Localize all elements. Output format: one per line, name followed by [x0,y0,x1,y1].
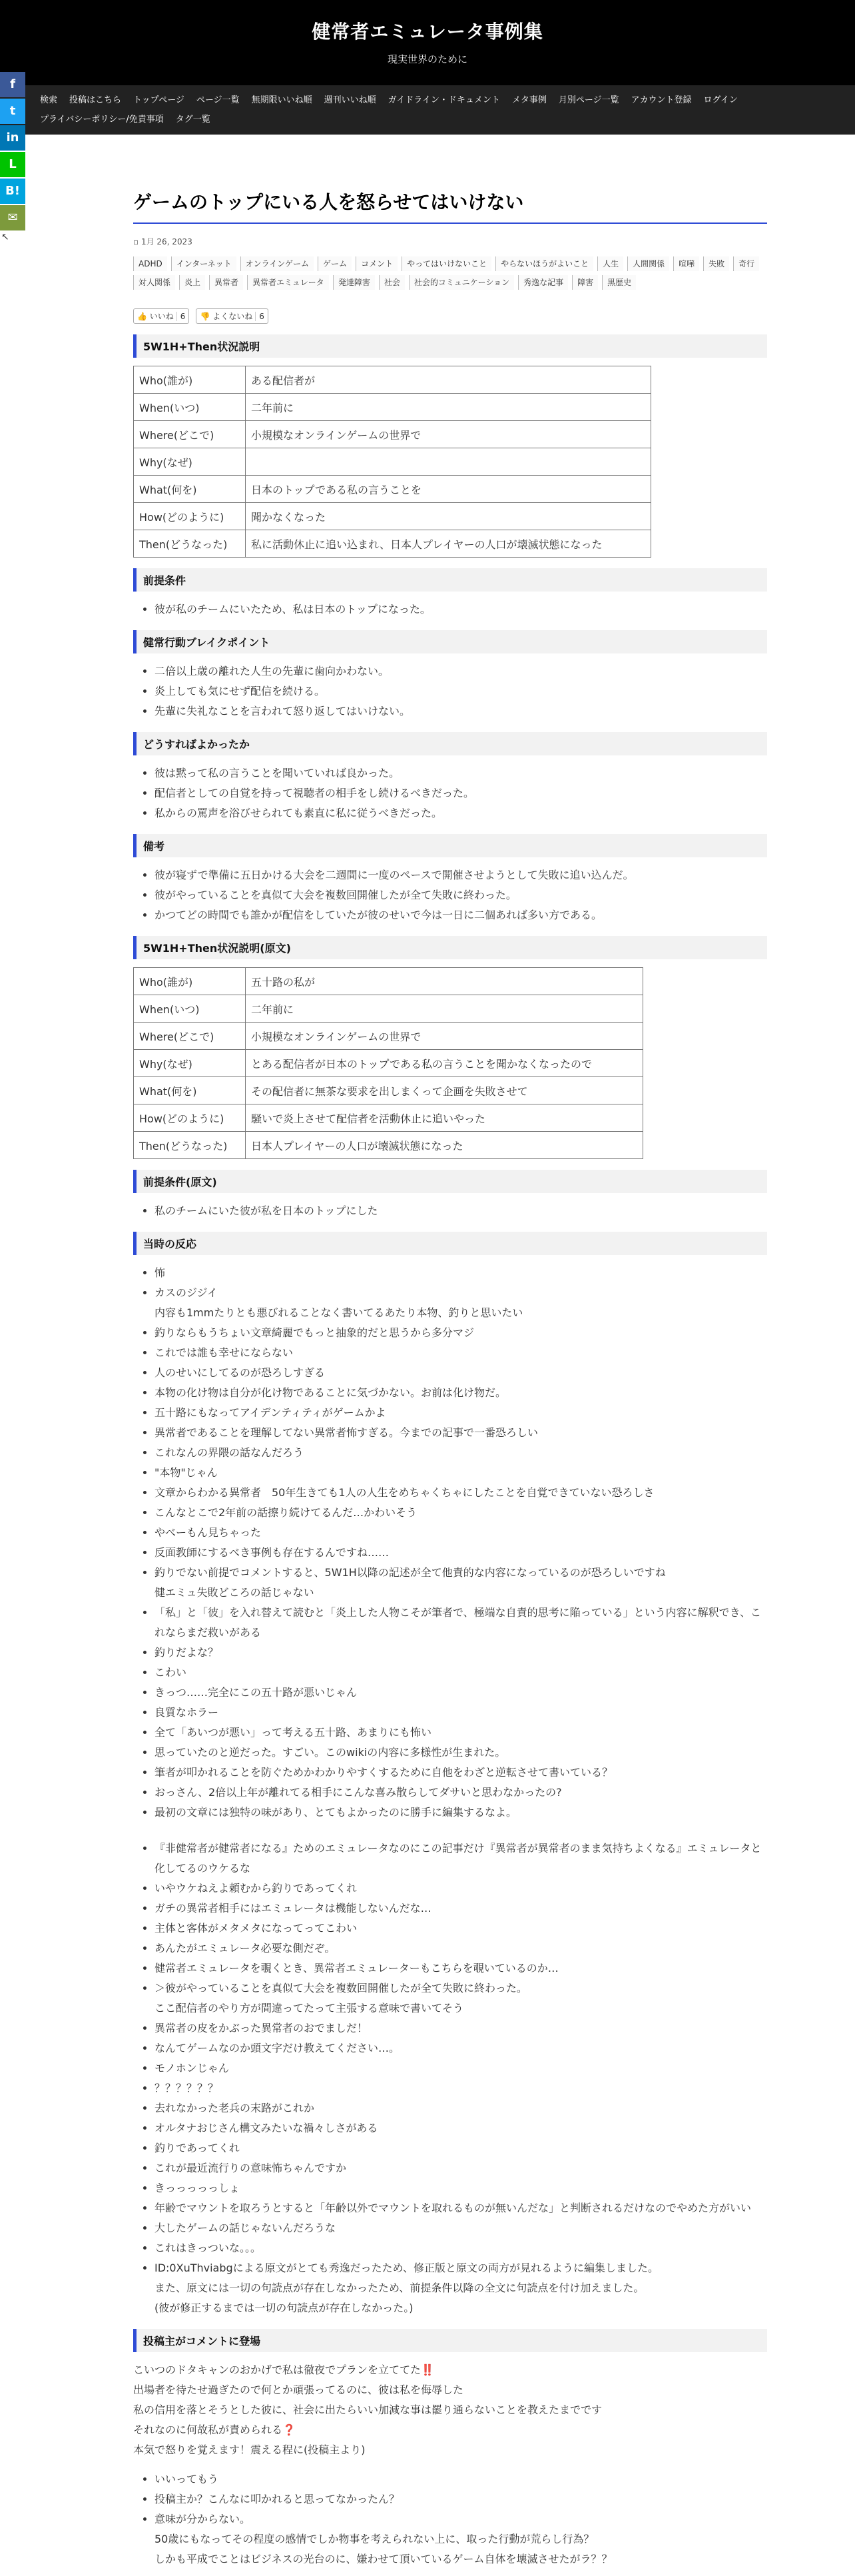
list-item [154,1263,767,1283]
list-item-line: • おっさん、2倍以上年が離れてる相手にこんな喜み散らしてダサいと思わなかったの? [154,1786,562,1799]
table-row [134,1050,643,1077]
dislike-label: よくないね [212,312,253,321]
nav-link[interactable]: メタ事例 [511,95,547,105]
list-item-line: • これが最近流行りの意味怖ちゃんですか [154,2162,347,2174]
list-item [154,1783,767,1803]
table-value-cell: 五十路の私が [246,968,643,995]
list-item-line: • 釣りでない前提でコメントすると、5W1H以降の記述が全て他責的な内容になっているのが恐ろしいですね [154,1566,666,1579]
list-item [154,2138,767,2158]
main-content [61,188,794,2569]
table-value-cell: 聞かなくなった [246,503,651,530]
section-heading: 健常行動ブレイクポイント [133,630,767,653]
table-row [134,1077,643,1104]
list-item-line: 50歳にもなってその程度の感情でしか物事を考えられない上に、取った行動が荒らし行為？ [154,2533,595,2545]
tag-link[interactable]: コメント [356,256,398,271]
table-key-cell: What(何を) [134,1077,246,1104]
list-item [154,1703,767,1723]
tag-link[interactable]: 秀逸な記事 [518,275,568,290]
list-item [154,2489,767,2509]
tag-link[interactable]: 炎上 [179,275,205,290]
table-key-cell: When(いつ) [134,995,246,1023]
list-item [154,2118,767,2138]
list-item-line: • こわい [154,1666,187,1679]
nav-link[interactable]: 投稿はこちら [69,95,122,105]
list-item-line: • きっつ……完全にこの五十路が悪いじゃん [154,1686,358,1699]
tag-link[interactable]: 人生 [597,256,623,271]
table-row [134,1132,643,1159]
list-item [154,2218,767,2238]
tag-link[interactable]: ADHD [133,256,167,271]
list-item-line: • 反面教師にするべき事例も存在するんですね…… [154,1546,390,1559]
like-button[interactable] [133,308,189,324]
nav-link[interactable]: トップページ [133,95,184,105]
table-row [134,394,651,421]
table-key-cell: Then(どうなった) [134,1132,246,1159]
table-row [134,1104,643,1132]
list-item-line: • 怖 [154,1266,166,1279]
premise-original-list [133,1201,767,1221]
list-item-line: • 投稿主か？こんなに叩かれると思ってなかったん？ [154,2493,400,2505]
comment-line: 本気で怒りを覚えます！震える程に(投稿主より) [133,2443,366,2456]
list-item-line: • 思っていたのと逆だった。すごい。このwikiの内容に多様性が生まれた。 [154,1746,506,1759]
section-heading: 前提条件 [133,568,767,592]
list-item-line: • オルタナおじさん構文みたいな禍々しさがある [154,2122,378,2134]
list-item [154,1723,767,1743]
tag-link[interactable]: 対人関係 [133,275,175,290]
table-value-cell: 二年前に [246,995,643,1023]
list-item-line: • 去れなかった老兵の末路がこれか [154,2102,315,2114]
list-item [154,1899,767,1919]
list-item: • 彼がやっていることを真似て大会を複数回開催したが全て失敗に終わった。 [154,885,767,905]
list-item [154,1919,767,1938]
situation-table [133,366,651,558]
list-item-line: • 釣りだよな？ [154,1646,219,1659]
table-key-cell: Why(なぜ) [134,448,246,476]
list-item-line: • 『非健常者が健常者になる』ためのエミュレータなのにこの記事だけ『異常者が異常者のまま気持ちよくなる』エミュレータと化してるのウケるな [154,1842,762,1875]
facebook-share-button[interactable]: f [0,72,25,97]
table-row [134,421,651,448]
list-item-line: • いやウケねえよ頼むから釣りであってくれ [154,1882,357,1895]
list-item [154,1683,767,1703]
list-item-line: しかも平成でことはビジネスの光台のに、嫌わせて頂いているゲーム自体を壊滅させたがラ？？ [154,2553,613,2565]
table-value-cell: 日本のトップである私の言うことを [246,476,651,503]
list-item-line: • ？？？？？？ [154,2082,219,2094]
list-item [154,2078,767,2098]
tag-link[interactable]: 黒歴史 [602,275,636,290]
tag-link[interactable]: 喧嘩 [673,256,699,271]
post-date-text: 1月 26, 2023 [141,237,192,246]
list-item [154,2018,767,2038]
table-row [134,366,651,394]
site-tagline: 現実世界のために [387,53,467,65]
section-heading: どうすればよかったか [133,732,767,755]
nav-link[interactable]: 検索 [40,95,58,105]
list-item [154,2098,767,2118]
tag-link[interactable]: インターネット [171,256,236,271]
nav-link[interactable]: 週刊いいね順 [324,95,376,105]
nav-link[interactable]: アカウント登録 [631,95,692,105]
list-item-line: • 意味が分からない。 [154,2513,251,2525]
table-row [134,1023,643,1050]
list-item [154,1423,767,1443]
section-heading: 前提条件(原文) [133,1170,767,1193]
list-item-line: • 全て「あいつが悪い」って考える五十路、あまりにも怖い [154,1726,432,1739]
table-row [134,995,643,1023]
hatena-share-button[interactable]: B! [0,179,25,204]
tag-link[interactable]: ゲーム [318,256,352,271]
table-value-cell: 小規模なオンラインゲームの世界で [246,1023,643,1050]
breakpoint-list [133,661,767,721]
list-item-line: • いいってもう [154,2473,219,2485]
table-value-cell: とある配信者が日本のトップである私の言うことを聞かなくなったので [246,1050,643,1077]
list-item [154,1363,767,1383]
premise-list [133,600,767,620]
table-value-cell: ある配信者が [246,366,651,394]
table-key-cell: When(いつ) [134,394,246,421]
list-item [154,1958,767,1978]
list-item-line: (彼が修正するまでは一切の句読点が存在しなかった。) [154,2302,414,2314]
list-item [154,1523,767,1543]
dislike-button[interactable] [196,308,268,324]
list-item [154,1763,767,1783]
list-item [154,1803,767,1823]
list-item-line: • あんたがエミュレータ必要な側だぞ。 [154,1942,336,1954]
nav-link[interactable]: ガイドライン・ドキュメント [388,95,500,105]
list-item-line: • 文章からわかる異常者 50年生きても1人の人生をめちゃくちゃにしたことを自覚できていない恐ろしさ [154,1486,655,1499]
list-item-line: • 釣りならもうちょい文章綺麗でもっと抽象的だと思うから多分マジ [154,1326,475,1339]
list-item-line: • モノホンじゃん [154,2062,229,2074]
tag-link[interactable]: やってはいけないこと [402,256,491,271]
nav-link[interactable]: 月別ページ一覧 [558,95,619,105]
list-item [154,1603,767,1643]
table-value-cell: 騒いで炎上させて配信者を活動休止に追いやった [246,1104,643,1132]
section-heading: 当時の反応 [133,1232,767,1255]
table-key-cell: Where(どこで) [134,1023,246,1050]
table-key-cell: What(何を) [134,476,246,503]
list-item-line: • 年齢でマウントを取ろうとすると「年齢以外でマウントを取れるものが無いんだな」と判断されるだけなのでやめた方がいい [154,2202,752,2214]
nav-link[interactable]: タグ一覧 [175,115,210,125]
table-row [134,530,651,558]
site-header [0,0,855,85]
collapse-arrow-icon[interactable]: ↖ [1,232,9,242]
list-item-line: • 五十路にもなってアイデンティティがゲームかよ [154,1406,386,1419]
list-item-line: • 健常者エミュレータを覗くとき、異常者エミュレーターもこちらを覗いているのか… [154,1962,559,1974]
list-item [154,2258,767,2318]
list-item-line: • 本物の化け物は自分が化け物であることに気づかない。お前は化け物だ。 [154,1386,507,1399]
list-item [154,2038,767,2058]
table-value-cell: 小規模なオンラインゲームの世界で [246,421,651,448]
main-navigation [0,85,855,135]
reaction-list-3 [133,2469,767,2569]
list-item-line: • ガチの異常者相手にはエミュレータは機能しないんだな… [154,1902,431,1915]
tag-link[interactable]: 異常者 [209,275,243,290]
like-count: 6 [176,312,186,321]
calendar-icon: ▫ [133,237,139,246]
list-item-line: • 異常者の皮をかぶった異常者のおでましだ！ [154,2022,368,2034]
tag-link[interactable]: 失敗 [703,256,729,271]
list-item-line: • 良質なホラー [154,1706,219,1719]
list-item [154,1483,767,1503]
vote-bar [133,308,767,324]
table-value-cell: 日本人プレイヤーの人口が壊滅状態になった [246,1132,643,1159]
tag-link[interactable]: やらないほうがよいこと [495,256,593,271]
list-item-line: • 筆者が叩かれることを防ぐためかわかりやすくするために自他をわざと逆転させて書いている？ [154,1766,613,1779]
line-share-button[interactable]: L [0,152,25,177]
list-item-line: • きっっっっっしょ [154,2182,240,2194]
nav-link[interactable]: 無期限いいね順 [251,95,312,105]
list-item-line: • こんなとこで2年前の話擦り続けてるんだ…かわいそう [154,1506,418,1519]
list-item [154,2178,767,2198]
table-key-cell: How(どのように) [134,1104,246,1132]
list-item-line: • ID:0XuThviabgによる原文がとても秀逸だったため、修正版と原文の両方が見れるように編集しました。 [154,2262,659,2274]
list-item-line: また、原文には一切の句読点が存在しなかったため、前提条件以降の全文に句読点を付け加えました。 [154,2282,645,2294]
list-item-line: 内容も1mmたりとも悪びれることなく書いてるあたり本物、釣りと思いたい [154,1306,523,1319]
table-value-cell: 二年前に [246,394,651,421]
table-value-cell [246,448,651,476]
list-item: • 炎上しても気にせず配信を続ける。 [154,681,767,701]
tag-link[interactable]: 障害 [572,275,598,290]
list-item-line: ここ配信者のやり方が間違ってたって主張する意味で書いてそう [154,2002,464,2014]
comment-line: こいつのドタキャンのおかげで私は徹夜でプランを立ててた‼️ [133,2363,434,2376]
thumbs-up-icon: 👍 [137,312,147,321]
linkedin-share-button[interactable]: in [0,125,25,151]
like-label: いいね [149,312,174,321]
list-item-line: • これなんの界隈の話なんだろう [154,1446,304,1459]
post-date [133,236,767,247]
nav-link[interactable]: ログイン [703,95,738,105]
list-item-line: • 人のせいにしてるのが恐ろしすぎる [154,1366,326,1379]
table-row [134,448,651,476]
list-item [154,1563,767,1603]
table-key-cell: Who(誰が) [134,366,246,394]
list-item [154,1443,767,1463]
list-item-line: • 最初の文章には独特の味があり、とてもよかったのに勝手に編集するなよ。 [154,1806,517,1819]
list-item-line: • 主体と客体がメタメタになってってこわい [154,1922,358,1934]
list-item-line: • 釣りであってくれ [154,2142,240,2154]
twitter-share-button[interactable]: t [0,99,25,124]
list-item [154,1938,767,1958]
list-item [154,1978,767,2018]
reaction-list [133,1263,767,1823]
site-title[interactable]: 健常者エミュレータ事例集 [312,21,543,43]
tag-list [133,256,767,294]
list-item [154,1343,767,1363]
section-heading: 5W1H+Then状況説明 [133,334,767,358]
share-bar [0,72,25,242]
list-item: • 彼が私のチームにいたため、私は日本のトップになった。 [154,600,767,620]
list-item [154,1463,767,1483]
list-item [154,2198,767,2218]
comment-line: 私の信用を落とそうとした彼に、社会に出たらいい加減な事は罷り通らないことを教えたまでです [133,2403,603,2416]
reaction-list-2 [133,1839,767,2318]
situation-table-original [133,967,643,1159]
email-share-button[interactable]: ✉ [0,205,25,230]
table-key-cell: Why(なぜ) [134,1050,246,1077]
list-item [154,1503,767,1523]
nav-link[interactable]: ページ一覧 [196,95,240,105]
list-item [154,1743,767,1763]
list-item: • 私のチームにいた彼が私を日本のトップにした [154,1201,767,1221]
section-heading: 投稿主がコメントに登場 [133,2329,767,2352]
list-item [154,1543,767,1563]
list-item-line: • なんてゲームなのか頭文字だけ教えてください…。 [154,2042,400,2054]
list-item [154,1643,767,1663]
tag-link[interactable]: 発達障害 [333,275,375,290]
list-item-line: • これはきっついな。。。 [154,2242,262,2254]
poster-comment [133,2360,767,2460]
table-key-cell: Then(どうなった) [134,530,246,558]
section-heading: 備考 [133,834,767,857]
list-item [154,2238,767,2258]
list-item: • 私からの罵声を浴びせられても素直に私に従うべきだった。 [154,803,767,823]
list-item-line: • カスのジジイ [154,1286,218,1299]
list-item [154,1879,767,1899]
list-item-line: • "本物"じゃん [154,1466,218,1479]
thumbs-down-icon: 👎 [200,312,210,321]
list-item [154,1663,767,1683]
better-list [133,763,767,823]
tag-link[interactable]: 社会 [379,275,405,290]
table-value-cell: 私に活動休止に追い込まれ、日本人プレイヤーの人口が壊滅状態になった [246,530,651,558]
list-item-line: • 大したゲームの話じゃないんだろうな [154,2222,336,2234]
page-title: ゲームのトップにいる人を怒らせてはいけない [133,188,767,224]
nav-link[interactable]: プライバシーポリシー/免責事項 [40,115,164,125]
table-key-cell: Who(誰が) [134,968,246,995]
list-item-line: • 「私」と「彼」を入れ替えて読むと「炎上した人物こそが筆者で、極端な自責的思考に陥っている」という内容に解釈でき、これならまだ救いがある [154,1606,762,1639]
list-item [154,2469,767,2489]
list-item [154,2058,767,2078]
tag-link[interactable]: 奇行 [733,256,759,271]
list-item: • 彼が寝ずで準備に五日かける大会を二週間に一度のペースで開催させようとして失敗に追い込んだ。 [154,865,767,885]
table-key-cell: How(どのように) [134,503,246,530]
list-item [154,1383,767,1403]
list-item: • 二倍以上歳の離れた人生の先輩に歯向かわない。 [154,661,767,681]
list-item-line: • 異常者であることを理解してない異常者怖すぎる。今までの記事で一番恐ろしい [154,1426,539,1439]
tag-link[interactable]: オンラインゲーム [240,256,314,271]
list-item [154,2509,767,2569]
list-item [154,1283,767,1323]
list-item: • 配信者としての自覚を持って視聴者の相手をし続けるべきだった。 [154,783,767,803]
tag-link[interactable]: 社会的コミュニケーション [409,275,514,290]
section-heading: 5W1H+Then状況説明(原文) [133,936,767,959]
table-value-cell: その配信者に無茶な要求を出しまくって企画を失敗させて [246,1077,643,1104]
table-key-cell: Where(どこで) [134,421,246,448]
list-item [154,2158,767,2178]
table-row [134,503,651,530]
tag-link[interactable]: 異常者エミュレータ [247,275,329,290]
tag-link[interactable]: 人間関係 [627,256,669,271]
list-item [154,1839,767,1879]
list-item: • 先輩に失礼なことを言われて怒り返してはいけない。 [154,701,767,721]
list-item: • 彼は黙って私の言うことを聞いていれば良かった。 [154,763,767,783]
dislike-count: 6 [255,312,264,321]
list-item [154,1323,767,1343]
list-item-line: • これでは誰も幸せにならない [154,1346,294,1359]
table-row [134,968,643,995]
notes-list [133,865,767,925]
list-item-line: • やべーもん見ちゃった [154,1526,262,1539]
list-item-line: • ＞彼がやっていることを真似て大会を複数回開催したが全て失敗に終わった。 [154,1982,527,1994]
comment-line: それなのに何故私が責められる❓ [133,2423,296,2436]
list-item [154,1403,767,1423]
comment-line: 出場者を待たせ過ぎたので何とか頑張ってるのに、彼は私を侮辱した [133,2383,464,2396]
list-item-line: 健エミュ失敗どころの話じゃない [154,1586,314,1599]
list-item: • かつてどの時間でも誰かが配信をしていたが彼のせいで今は一日に二個あれば多い方である。 [154,905,767,925]
table-row [134,476,651,503]
